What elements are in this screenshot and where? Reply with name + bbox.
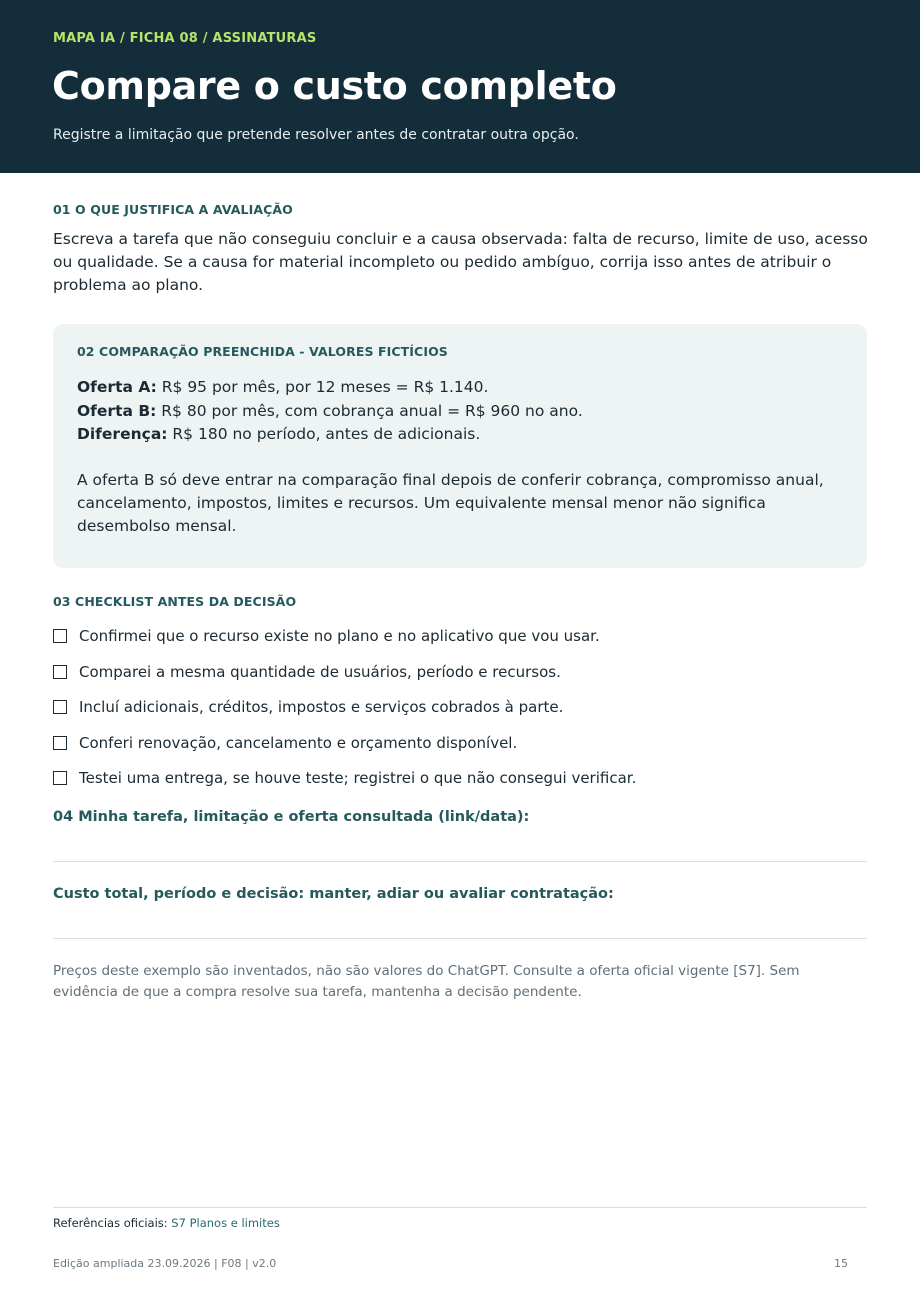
offer-b-key: Oferta B: — [77, 401, 157, 420]
disclaimer-note: Preços deste exemplo são inventados, não são valores do ChatGPT. Consulte a oferta oficial vigente [S7]. Sem evidência de que a compra resolve sua tarefa, mantenha a decisão pendente. — [53, 963, 800, 1000]
checkbox[interactable] — [53, 700, 67, 714]
page-title: Compare o custo completo — [52, 64, 617, 108]
edition-info: Edição ampliada 23.09.2026 | F08 | v2.0 — [53, 1257, 277, 1270]
checkbox[interactable] — [53, 736, 67, 750]
checklist-item[interactable] — [53, 661, 561, 683]
references-label: Referências oficiais: — [53, 1216, 168, 1230]
section-2-label: 02 COMPARAÇÃO PREENCHIDA - VALORES FICTÍCIOS — [77, 344, 448, 359]
difference-value: R$ 180 no período, antes de adicionais. — [167, 425, 481, 443]
task-answer-line[interactable] — [53, 861, 867, 862]
checkbox[interactable] — [53, 665, 67, 679]
checklist-item-text: Comparei a mesma quantidade de usuários, período e recursos. — [79, 663, 561, 681]
cost-prompt-label: Custo total, período e decisão: manter, adiar ou avaliar contratação: — [53, 886, 614, 902]
task-prompt-label: 04 Minha tarefa, limitação e oferta consultada (link/data): — [53, 809, 530, 825]
breadcrumb: MAPA IA / FICHA 08 / ASSINATURAS — [53, 31, 317, 46]
checklist-item-text: Conferi renovação, cancelamento e orçamento disponível. — [79, 734, 518, 752]
checklist-item[interactable] — [53, 696, 563, 718]
checklist-item-text: Incluí adicionais, créditos, impostos e serviços cobrados à parte. — [79, 698, 564, 716]
page-number: 15 — [834, 1257, 848, 1270]
checkbox[interactable] — [53, 629, 67, 643]
offer-b-line — [77, 400, 847, 424]
footer-divider — [53, 1207, 867, 1208]
section-1-text: Escreva a tarefa que não conseguiu concluir e a causa observada: falta de recurso, limite de uso, acesso ou qualidade. Se a causa for material incompleto ou pedido ambíguo, corrija isso antes de atribuir o problema ao plano. — [53, 230, 868, 294]
comparison-card — [53, 324, 867, 568]
checklist-item-text: Testei uma entrega, se houve teste; registrei o que não consegui verificar. — [79, 769, 637, 787]
checkbox[interactable] — [53, 771, 67, 785]
offer-a-line — [77, 376, 847, 400]
reference-link[interactable]: S7 Planos e limites — [171, 1216, 280, 1230]
cost-answer-line[interactable] — [53, 938, 867, 939]
checklist-item[interactable] — [53, 767, 636, 789]
section-3-label: 03 CHECKLIST ANTES DA DECISÃO — [53, 594, 297, 609]
checklist-item[interactable] — [53, 732, 517, 754]
comparison-paragraph: A oferta B só deve entrar na comparação final depois de conferir cobrança, compromisso anual, cancelamento, impostos, limites e recursos. Um equivalente mensal menor não significa desembolso mensal. — [77, 471, 824, 535]
section-1-label: 01 O QUE JUSTIFICA A AVALIAÇÃO — [53, 202, 293, 217]
offer-b-value: R$ 80 por mês, com cobrança anual = R$ 960 no ano. — [156, 401, 583, 420]
page-subtitle: Registre a limitação que pretende resolver antes de contratar outra opção. — [53, 127, 579, 143]
references — [53, 1216, 280, 1230]
difference-key: Diferença: — [77, 425, 168, 443]
difference-line — [77, 423, 847, 447]
comparison-lines — [77, 376, 847, 447]
page-header — [0, 0, 920, 173]
offer-a-value: R$ 95 por mês, por 12 meses = R$ 1.140. — [156, 378, 489, 396]
checklist-item-text: Confirmei que o recurso existe no plano e no aplicativo que vou usar. — [79, 627, 600, 645]
offer-a-key: Oferta A: — [77, 378, 157, 396]
checklist-item[interactable] — [53, 625, 600, 647]
